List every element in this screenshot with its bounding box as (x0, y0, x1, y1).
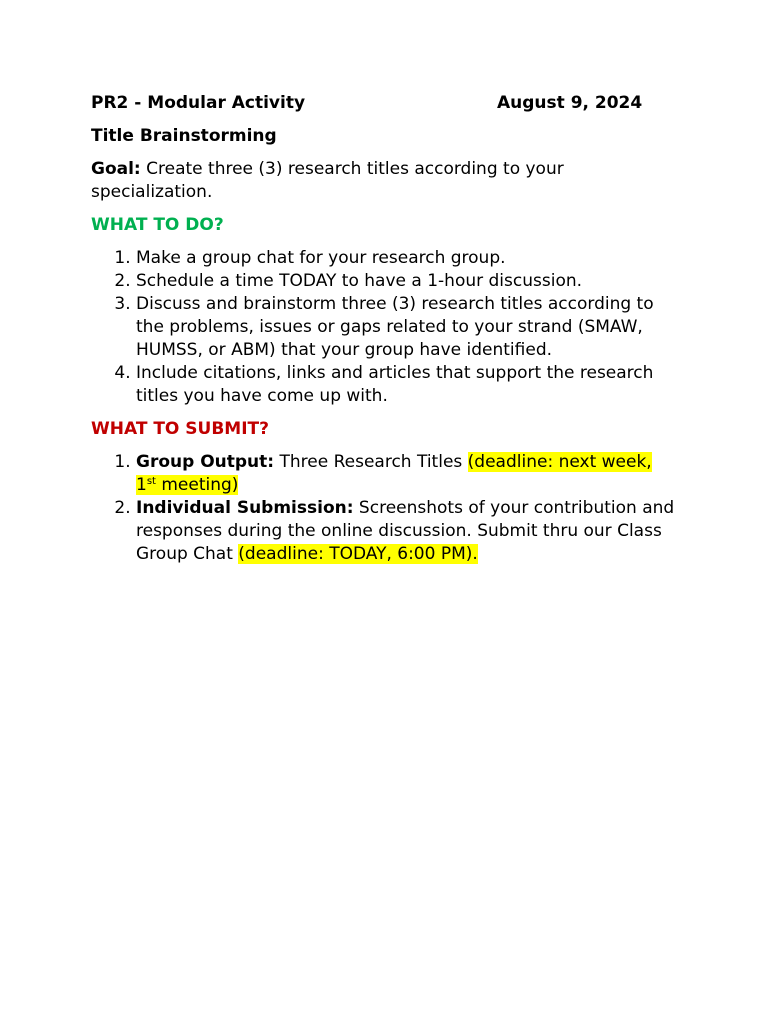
activity-title: PR2 - Modular Activity (91, 93, 306, 113)
goal-label: Goal: (91, 159, 141, 179)
list-item (136, 451, 681, 497)
document-title: Title Brainstorming (91, 126, 277, 146)
individual-submission-deadline: (deadline: TODAY, 6:00 PM). (238, 544, 478, 564)
what-to-submit-heading: WHAT TO SUBMIT? (91, 419, 270, 439)
group-output-deadline: (deadline: next week, 1st meeting) (136, 452, 652, 495)
individual-submission-text: Screenshots of your contribution and responses during the online discussion. Submit thru our Class Group Chat (136, 498, 675, 564)
group-output-label: Group Output: (136, 452, 275, 472)
document-header (91, 92, 681, 115)
what-to-do-list (91, 247, 681, 408)
what-to-do-heading: WHAT TO DO? (91, 215, 224, 235)
list-item: 2. Schedule a time TODAY to have a 1-hour discussion. (136, 270, 681, 293)
list-item: 3. Discuss and brainstorm three (3) research titles according to the problems, issues or gaps related to your strand (SMAW, HUMSS, or ABM) that your group have identified. (136, 293, 681, 362)
goal-text: Create three (3) research titles according to your specialization. (91, 159, 564, 202)
goal-paragraph (91, 158, 681, 204)
group-output-text: Three Research Titles (274, 452, 468, 472)
list-item: 4. Include citations, links and articles that support the research titles you have come up with. (136, 362, 681, 408)
what-to-submit-list (91, 451, 681, 566)
document-page (91, 92, 681, 566)
list-item (136, 497, 681, 566)
list-item: 1. Make a group chat for your research group. (136, 247, 681, 270)
document-date: August 9, 2024 (497, 93, 643, 113)
individual-submission-label: Individual Submission: (136, 498, 354, 518)
